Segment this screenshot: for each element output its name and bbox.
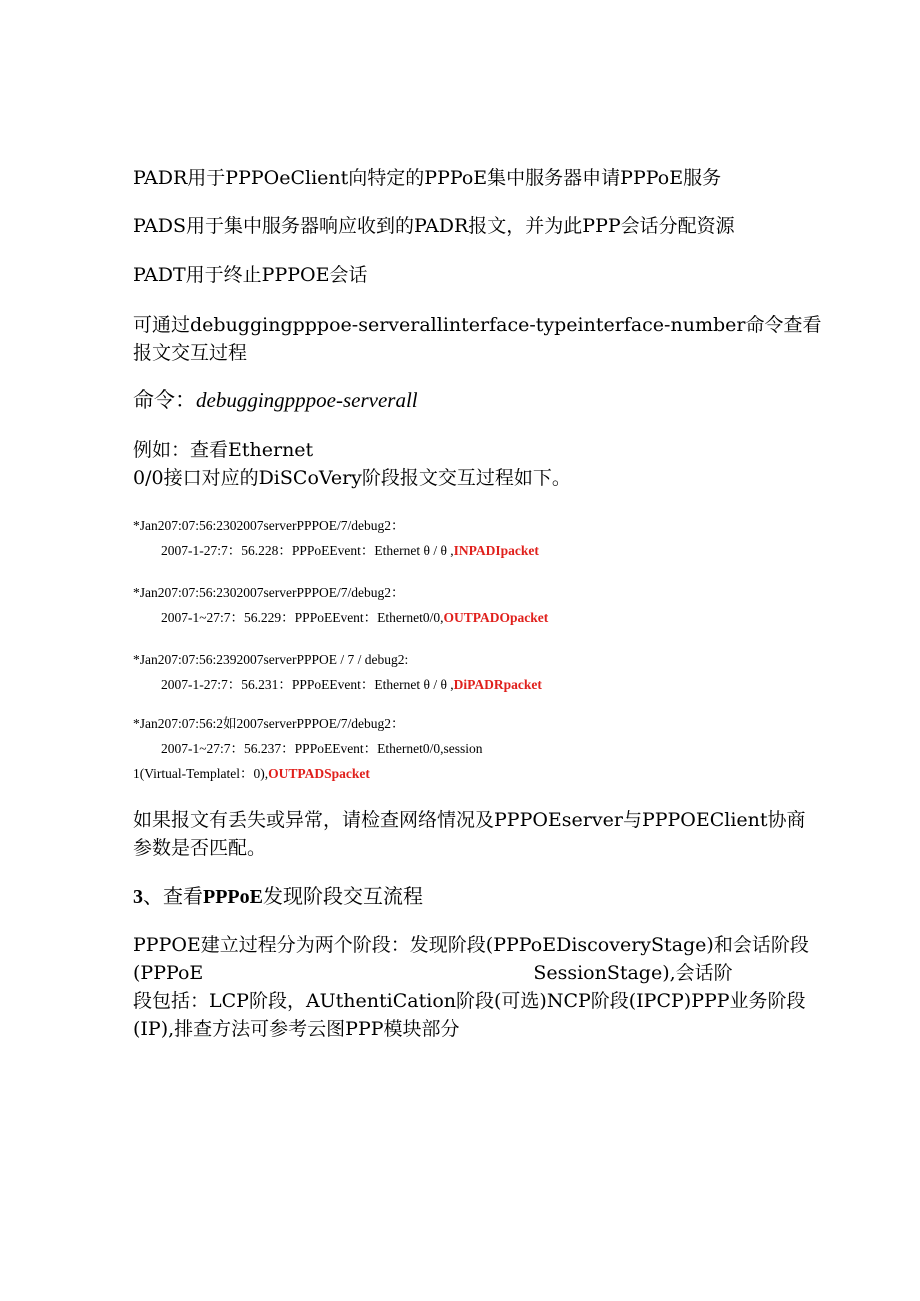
command-value: debuggingpppoe-serverall	[196, 388, 418, 412]
section-bold-term: PPPoE	[203, 886, 263, 908]
log-event-text: 2007-1-27:7：56.231：PPPoEEvent：Ethernet θ / θ ,	[161, 677, 454, 692]
stages-line2-right: SessionStage),会话阶	[533, 962, 733, 984]
log-packet-highlight: OUTPADOpacket	[443, 610, 549, 625]
example-paragraph	[133, 436, 833, 492]
log-packet-highlight: INPADIpacket	[453, 543, 539, 558]
log-entry-pads	[133, 711, 833, 786]
log-event-text: 1(Virtual-Templatel：0),	[133, 766, 269, 781]
command-line	[133, 386, 418, 414]
log-entry-padr	[133, 647, 833, 697]
stages-line1: PPPOE建立过程分为两个阶段：发现阶段(PPPoEDiscoveryStage)和会话阶段	[133, 934, 809, 956]
stages-line3: 段包括：LCP阶段，AUthentiCation阶段(可选)NCP阶段(IPCP)PPP业务阶段	[133, 990, 806, 1012]
troubleshoot-paragraph	[133, 806, 833, 862]
section-3-heading	[133, 882, 423, 911]
troubleshoot-line1: 如果报文有丢失或异常，请检查网络情况及PPPOEserver与PPPOEClient协商	[133, 809, 806, 831]
log-header: *Jan207:07:56:2392007serverPPPOE / 7 / debug2:	[133, 652, 409, 667]
stages-line4: (IP),排查方法可参考云图PPP模块部分	[133, 1018, 460, 1040]
debug-instruction	[133, 311, 833, 367]
log-header: *Jan207:07:56:2302007serverPPPOE/7/debug2：	[133, 585, 405, 600]
padt-description: PADT用于终止PPPOE会话	[133, 264, 368, 286]
log-header: *Jan207:07:56:2如2007serverPPPOE/7/debug2：	[133, 716, 405, 731]
log-event-text: 2007-1-27:7：56.228：PPPoEEvent：Ethernet θ / θ ,	[161, 543, 454, 558]
log-packet-highlight: DiPADRpacket	[453, 677, 542, 692]
pads-description: PADS用于集中服务器响应收到的PADR报文，并为此PPP会话分配资源	[133, 215, 735, 237]
command-label: 命令：	[133, 388, 196, 412]
stages-line2	[133, 959, 833, 987]
section-number: 3	[133, 886, 143, 908]
log-event: 2007-1~27:7：56.237：PPPoEEvent：Ethernet0/0,session	[161, 741, 483, 756]
stages-paragraph	[133, 931, 833, 1043]
example-line1: 例如：查看Ethernet	[133, 439, 314, 461]
debug-instruction-line2: 报文交互过程	[133, 342, 248, 364]
log-event	[133, 672, 833, 697]
log-event-text: 2007-1~27:7：56.229：PPPoEEvent：Ethernet0/0,	[161, 610, 444, 625]
log-event-continuation	[133, 761, 833, 786]
padr-description: PADR用于PPPOeClient向特定的PPPoE集中服务器申请PPPoE服务	[133, 167, 722, 189]
log-event	[133, 605, 833, 630]
section-suffix: 发现阶段交互流程	[263, 884, 423, 908]
troubleshoot-line2: 参数是否匹配。	[133, 837, 267, 859]
log-entry-padi	[133, 513, 833, 563]
log-packet-highlight: OUTPADSpacket	[268, 766, 370, 781]
stages-line2-left: (PPPoE	[133, 962, 204, 984]
example-line2: 0/0接口对应的DiSCoVery阶段报文交互过程如下。	[133, 467, 571, 489]
log-header: *Jan207:07:56:2302007serverPPPOE/7/debug2：	[133, 518, 405, 533]
debug-instruction-line1: 可通过debuggingpppoe-serverallinterface-typeinterface-number命令查看	[133, 314, 822, 336]
log-entry-pado	[133, 580, 833, 630]
section-prefix: 、查看	[143, 884, 203, 908]
log-event	[133, 538, 833, 563]
